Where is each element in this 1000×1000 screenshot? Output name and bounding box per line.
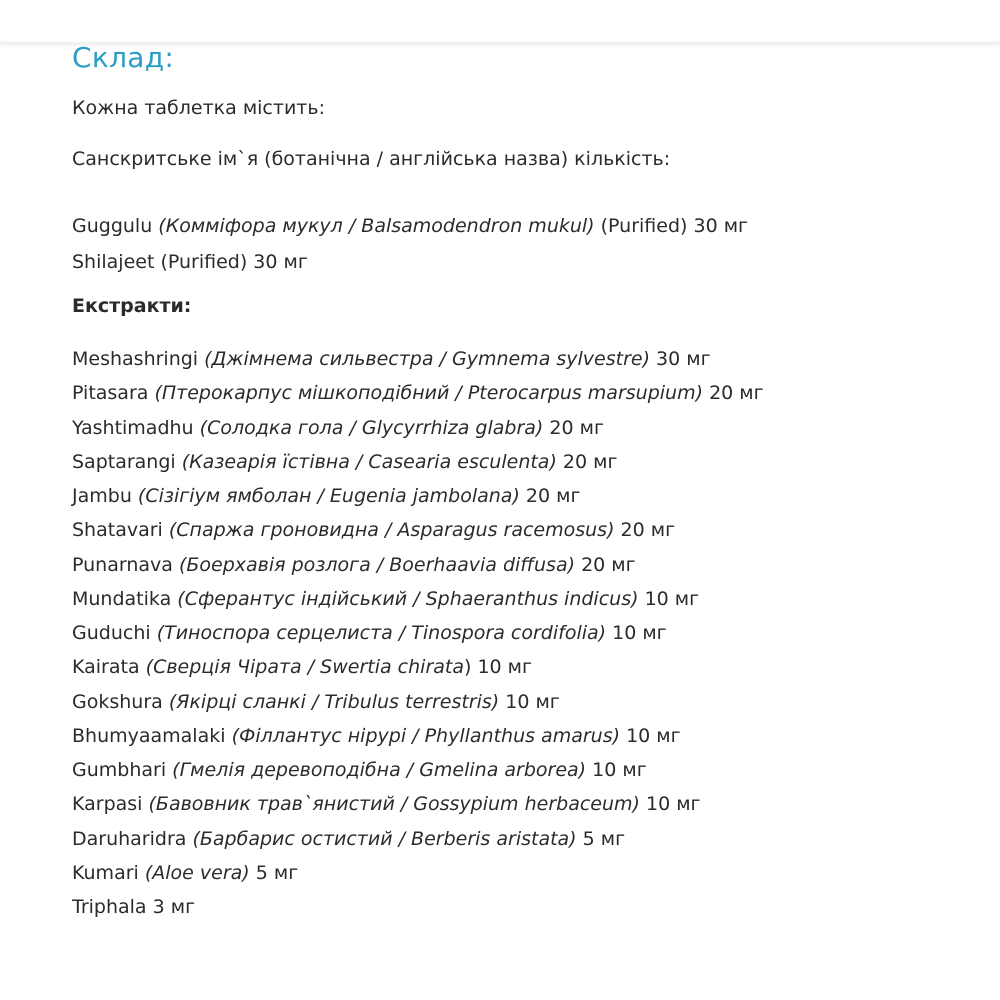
ingredient-amount: 20 мг	[549, 416, 604, 439]
ingredient-row	[72, 753, 972, 787]
ingredient-amount: 3 мг	[152, 896, 196, 918]
ingredient-row	[72, 208, 972, 244]
ingredient-row	[72, 244, 972, 280]
section-title: Склад:	[72, 41, 175, 74]
list-legend: Санскритське ім`я (ботанічна / англійська назва) кількість:	[72, 148, 671, 170]
botanical-name: (Казеарія їстівна / Casearia esculenta)	[181, 450, 557, 473]
ingredient-name: Gokshura	[72, 690, 163, 713]
ingredient-name: Saptarangi	[72, 450, 176, 473]
ingredient-amount: 10 мг	[592, 759, 647, 781]
ingredient-name: Meshashringi	[72, 348, 199, 370]
ingredient-row	[72, 890, 972, 924]
botanical-name: (Сверція Чірата / Swertia chirata	[145, 656, 464, 679]
botanical-name: (Джімнема сильвестра / Gymnema sylvestre)	[204, 348, 650, 370]
extracts-heading: Екстракти:	[72, 295, 192, 317]
composition-section	[72, 40, 972, 924]
ingredient-name: Shatavari	[72, 519, 163, 542]
extracts-list	[72, 342, 972, 924]
botanical-name: (Гмелія деревоподібна / Gmelina arborea)	[172, 759, 587, 781]
ingredient-amount: 10 мг	[626, 724, 681, 747]
ingredient-amount: 20 мг	[562, 450, 618, 473]
ingredient-row	[72, 376, 972, 410]
ingredient-amount: 10 мг	[612, 622, 667, 644]
ingredient-row	[72, 479, 972, 513]
ingredient-amount: ) 10 мг	[464, 656, 532, 679]
header-bar	[0, 0, 1000, 44]
botanical-name: (Барбарис остистий / Berberis aristata)	[192, 827, 577, 850]
ingredient-name: Punarnava	[72, 553, 173, 576]
ingredient-row	[72, 513, 972, 547]
ingredient-row	[72, 582, 972, 616]
botanical-name: (Сізігіум ямболан / Eugenia jambolana)	[137, 485, 520, 507]
ingredient-amount: 10 мг	[645, 793, 701, 816]
ingredient-name: Karpasi	[72, 793, 143, 816]
ingredient-name: Guduchi	[72, 622, 151, 644]
botanical-name: (Якірці сланкі / Tribulus terrestris)	[168, 690, 500, 713]
ingredient-amount: 5 мг	[582, 827, 626, 850]
botanical-name: (Боерхавія розлога / Boerhaavia diffusa)	[178, 553, 576, 576]
ingredient-row	[72, 719, 972, 753]
ingredient-amount: (Purified) 30 мг	[160, 251, 308, 273]
botanical-name: (Aloe vera)	[144, 861, 250, 884]
ingredient-row	[72, 548, 972, 582]
ingredient-amount: (Purified) 30 мг	[600, 215, 749, 237]
ingredient-name: Guggulu	[72, 215, 153, 237]
ingredient-amount: 20 мг	[525, 485, 581, 507]
botanical-name: (Сферантус індійський / Sphaeranthus indicus)	[177, 587, 639, 610]
ingredient-row	[72, 616, 972, 650]
ingredient-amount: 10 мг	[505, 690, 560, 713]
main-ingredients-list	[72, 208, 972, 280]
ingredient-amount: 20 мг	[709, 382, 764, 405]
ingredient-name: Mundatika	[72, 587, 172, 610]
ingredient-name: Yashtimadhu	[72, 416, 194, 439]
botanical-name: (Філлантус нірурі / Phyllanthus amarus)	[231, 724, 621, 747]
botanical-name: (Комміфора мукул / Balsamodendron mukul)	[158, 215, 595, 237]
ingredient-amount: 30 мг	[656, 348, 711, 370]
ingredient-name: Kairata	[72, 656, 140, 679]
ingredient-row	[72, 685, 972, 719]
ingredient-name: Gumbhari	[72, 759, 167, 781]
ingredient-name: Bhumyaamalaki	[72, 724, 226, 747]
ingredient-row	[72, 856, 972, 890]
ingredient-row	[72, 787, 972, 821]
ingredient-row	[72, 342, 972, 376]
intro-text: Кожна таблетка містить:	[72, 97, 325, 119]
ingredient-row	[72, 822, 972, 856]
ingredient-name: Jambu	[72, 485, 132, 507]
botanical-name: (Бавовник трав`янистий / Gossypium herbaceum)	[148, 793, 640, 816]
ingredient-amount: 5 мг	[255, 861, 299, 884]
ingredient-row	[72, 411, 972, 445]
ingredient-row	[72, 445, 972, 479]
ingredient-amount: 20 мг	[620, 519, 676, 542]
botanical-name: (Спаржа гроновидна / Asparagus racemosus)	[168, 519, 615, 542]
ingredient-name: Triphala	[72, 896, 147, 918]
ingredient-amount: 10 мг	[644, 587, 700, 610]
botanical-name: (Тиноспора серцелиста / Tinospora cordifolia)	[156, 622, 607, 644]
botanical-name: (Птерокарпус мішкоподібний / Pterocarpus marsupium)	[154, 382, 704, 405]
ingredient-amount: 20 мг	[581, 553, 636, 576]
ingredient-name: Kumari	[72, 861, 139, 884]
ingredient-row	[72, 650, 972, 684]
ingredient-name: Pitasara	[72, 382, 149, 405]
ingredient-name: Daruharidra	[72, 827, 187, 850]
botanical-name: (Солодка гола / Glycyrrhiza glabra)	[199, 416, 544, 439]
ingredient-name: Shilajeet	[72, 251, 155, 273]
